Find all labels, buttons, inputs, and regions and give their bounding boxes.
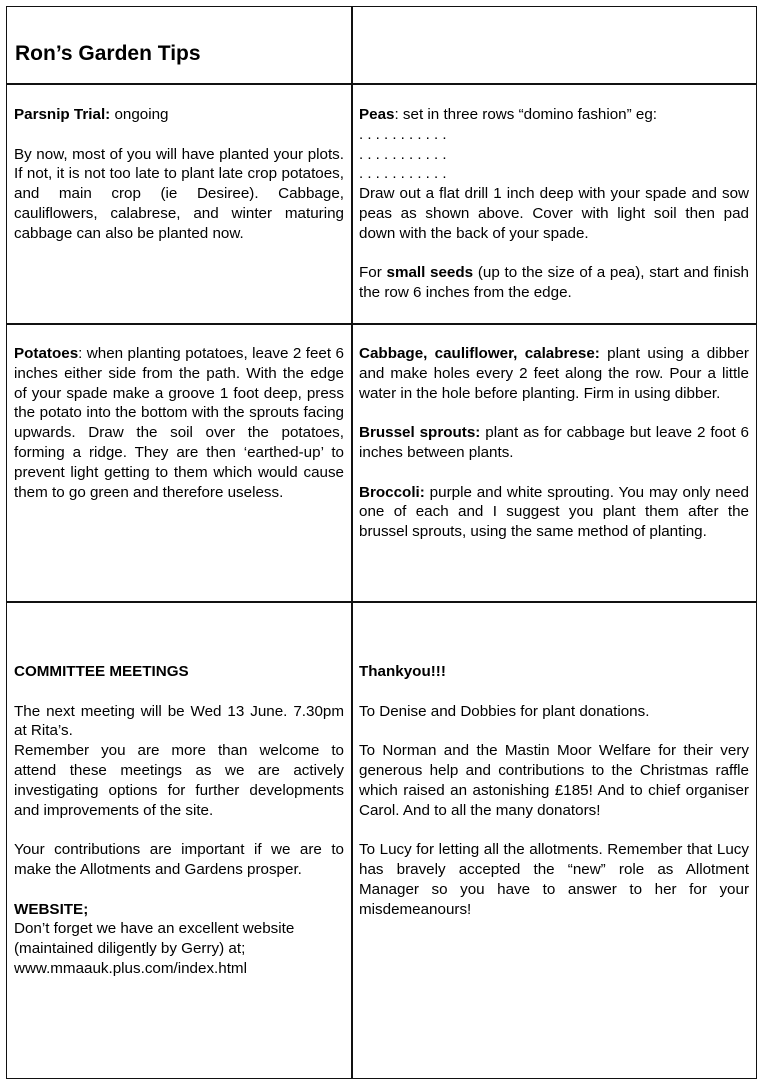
broccoli-body: purple and white sprouting. You may only need one of each and I suggest you plant them after the brussel sprouts, using the same method of planting. [359,483,749,541]
committee-cell [14,662,344,979]
row-divider-3 [6,601,757,603]
column-divider [351,6,353,1079]
potatoes-heading: Potatoes [14,345,79,362]
thanks-cell [359,662,749,919]
domino-row-1: . . . . . . . . . . . [359,125,447,143]
brussel-heading: Brussel sprouts: [359,424,481,442]
peas-cell [359,105,749,303]
small-seeds-note: For small seeds (up to the size of a pea), start and finish the row 6 inches from the edge. [359,264,749,302]
committee-next-meeting: The next meeting will be Wed 13 June. 7.30pm at Rita’s. [14,702,344,740]
thanks-norman: To Norman and the Mastin Moor Welfare for their very generous help and contributions to the Christmas raffle which raised an astonishing £185! And to chief organiser Carol. And to all the many donators! [359,742,749,819]
committee-contributions: Your contributions are important if we are to make the Allotments and Gardens prosper. [14,841,344,878]
potatoes-cell [14,344,344,502]
cabbage-heading: Cabbage, cauliflower, calabrese: [359,345,600,362]
thanks-heading: Thankyou!!! [359,663,446,680]
brussel-body: plant as for cabbage but leave 2 foot 6 inches between plants. [359,424,749,461]
peas-heading: Peas [359,106,395,123]
peas-intro: : set in three rows “domino fashion” eg: [394,106,658,123]
page-title: Ron’s Garden Tips [15,42,201,65]
website-body: Don’t forget we have an excellent website (maintained diligently by Gerry) at; [14,920,295,958]
parsnip-heading: Parsnip Trial: [14,106,111,123]
parsnip-body: By now, most of you will have planted your plots. If not, it is not too late to plant late crop potatoes, and main crop (ie Desiree). Cabbage, cauliflowers, calabrese, and winter maturing cabbage can also be planted now. [14,145,344,242]
parsnip-cell [14,105,344,244]
peas-body: Draw out a flat drill 1 inch deep with your spade and sow peas as shown above. Cover with light soil then pad down with the back of your spade. [359,185,749,242]
row-divider-2 [6,323,757,325]
thanks-denise: To Denise and Dobbies for plant donations. [359,702,650,720]
committee-heading: COMMITTEE MEETINGS [14,663,189,680]
cabbage-body: plant using a dibber and make holes every 2 feet along the row. Pour a little water in the hole before planting. Firm in using dibber. [359,345,749,402]
broccoli-heading: Broccoli: [359,483,425,501]
website-url[interactable]: www.mmaauk.plus.com/index.html [14,959,247,977]
row-divider-1 [6,83,757,85]
committee-welcome: Remember you are more than welcome to attend these meetings as we are actively investigating options for further developments and improvements of the site. [14,742,344,819]
domino-row-2: . . . . . . . . . . . [359,145,447,163]
thanks-lucy: To Lucy for letting all the allotments. Remember that Lucy has bravely accepted the “new” role as Allotment Manager so you have to answer to her for your misdemeanours! [359,841,749,918]
potatoes-body: : when planting potatoes, leave 2 feet 6 inches either side from the path. With the edge of your spade make a groove 1 foot deep, press the potato into the bottom with the sprouts facing upwards. Draw the soil over the potatoes, forming a ridge. They are then ‘earthed-up’ to prevent light getting to them which would cause them to go green and therefore useless. [14,345,344,501]
parsnip-status: ongoing [110,106,169,123]
website-heading: WEBSITE; [14,900,89,918]
brassicas-cell [359,344,749,542]
domino-row-3: . . . . . . . . . . . [359,165,447,183]
